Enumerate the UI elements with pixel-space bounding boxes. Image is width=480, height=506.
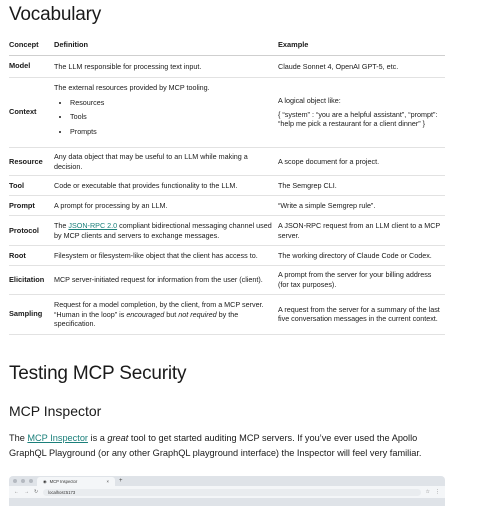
note-mid: but [164, 309, 179, 319]
definition-cell: Any data object that may be useful to an LLM while making a decision. [54, 147, 278, 175]
example-cell: A prompt from the server for your billing address (for tax purposes). [278, 266, 445, 294]
header-concept: Concept [9, 40, 54, 55]
definition-cell [54, 294, 278, 334]
note-emphasis-2: not required [178, 309, 217, 319]
table-row [9, 176, 445, 196]
concept-cell: Tool [9, 176, 54, 196]
intro-paragraph [9, 431, 445, 460]
note-pre: “Human in the loop” is [54, 309, 127, 319]
tab-close-icon[interactable]: × [106, 479, 109, 484]
table-row [9, 216, 445, 246]
note-emphasis-1: encouraged [126, 309, 165, 319]
browser-tab-row [9, 476, 445, 486]
para-emphasis: great [107, 433, 129, 443]
new-tab-icon[interactable]: + [119, 478, 123, 484]
example-cell [278, 77, 445, 147]
address-bar[interactable] [43, 489, 420, 496]
concept-cell: Prompt [9, 196, 54, 216]
list-item: • Resources [70, 98, 274, 108]
table-row [9, 147, 445, 175]
menu-icon[interactable]: ⋮ [435, 489, 440, 495]
forward-icon[interactable]: → [24, 489, 29, 495]
reload-icon[interactable]: ↻ [34, 489, 39, 495]
header-definition: Definition [54, 40, 278, 55]
section-heading: Testing MCP Security [9, 363, 187, 384]
list-item: • Tools [70, 112, 274, 122]
example-cell: The Semgrep CLI. [278, 176, 445, 196]
example-cell: “Write a simple Semgrep rule”. [278, 196, 445, 216]
definition-cell [54, 216, 278, 246]
definition-line: Request for a model completion, by the client, from a MCP server. [54, 299, 264, 309]
concept-cell: Root [9, 246, 54, 266]
definition-note [54, 310, 274, 329]
example-cell: A scope document for a project. [278, 147, 445, 175]
window-maximize-dot [29, 479, 33, 483]
definition-cell: Filesystem or filesystem-like object that the client has access to. [54, 246, 278, 266]
concept-cell: Protocol [9, 216, 54, 246]
tab-favicon-icon: ◉ [43, 479, 47, 484]
definition-cell: A prompt for processing by an LLM. [54, 196, 278, 216]
browser-tab[interactable] [37, 477, 115, 486]
mcp-inspector-link[interactable]: MCP Inspector [27, 433, 88, 443]
table-header-row [9, 40, 445, 55]
browser-toolbar [9, 486, 445, 498]
example-cell: A request from the server for a summary of the last five conversation messages in the current context. [278, 294, 445, 334]
window-close-dot [13, 479, 17, 483]
vocabulary-heading: Vocabulary [9, 4, 102, 25]
star-icon[interactable]: ☆ [425, 489, 430, 495]
window-minimize-dot [21, 479, 25, 483]
example-text: { “system” : “you are a helpful assistant”, “prompt”: “help me pick a restaurant for a client dinner” } [278, 109, 438, 129]
definition-cell: MCP server-initiated request for information from the user (client). [54, 266, 278, 294]
concept-cell: Model [9, 55, 54, 77]
definition-cell [54, 77, 278, 147]
context-list [54, 98, 274, 137]
table-row [9, 196, 445, 216]
table-row [9, 77, 445, 147]
table-row [9, 246, 445, 266]
json-rpc-link[interactable]: JSON-RPC 2.0 [68, 221, 118, 231]
example-cell: Claude Sonnet 4, OpenAI GPT-5, etc. [278, 55, 445, 77]
table-row [9, 55, 445, 77]
subsection-heading: MCP Inspector [9, 403, 102, 419]
example-cell: A JSON-RPC request from an LLM client to a MCP server. [278, 216, 445, 246]
concept-cell: Context [9, 77, 54, 147]
para-pre: The [9, 433, 28, 443]
definition-text: The external resources provided by MCP tooling. [54, 83, 210, 93]
table-row [9, 294, 445, 334]
para-mid: is a [87, 433, 108, 443]
concept-cell: Resource [9, 147, 54, 175]
back-icon[interactable]: ← [14, 489, 19, 495]
example-cell: The working directory of Claude Code or Codex. [278, 246, 445, 266]
concept-cell: Elicitation [9, 266, 54, 294]
table-row [9, 266, 445, 294]
definition-cell: The LLM responsible for processing text input. [54, 55, 278, 77]
para-post: tool to get started auditing MCP servers. If you’ve ever used the Apollo GraphQL Playground (or any other GraphQL playground interface) the Inspector will feel very familiar. [9, 433, 422, 458]
url-text: localhost:5173 [48, 489, 76, 495]
example-intro: A logical object like: [278, 95, 341, 105]
definition-post: compliant bidirectional messaging channel used by MCP clients and servers to exchange messages. [54, 221, 272, 240]
definition-pre: The [54, 221, 69, 231]
header-example: Example [278, 40, 445, 55]
tab-title: MCP Inspector [49, 479, 78, 484]
definition-cell: Code or executable that provides functionality to the LLM. [54, 176, 278, 196]
concept-cell: Sampling [9, 294, 54, 334]
vocabulary-table [9, 40, 445, 335]
list-item: • Prompts [70, 127, 274, 137]
note-post: by the specification. [54, 309, 239, 329]
browser-screenshot [9, 476, 445, 506]
